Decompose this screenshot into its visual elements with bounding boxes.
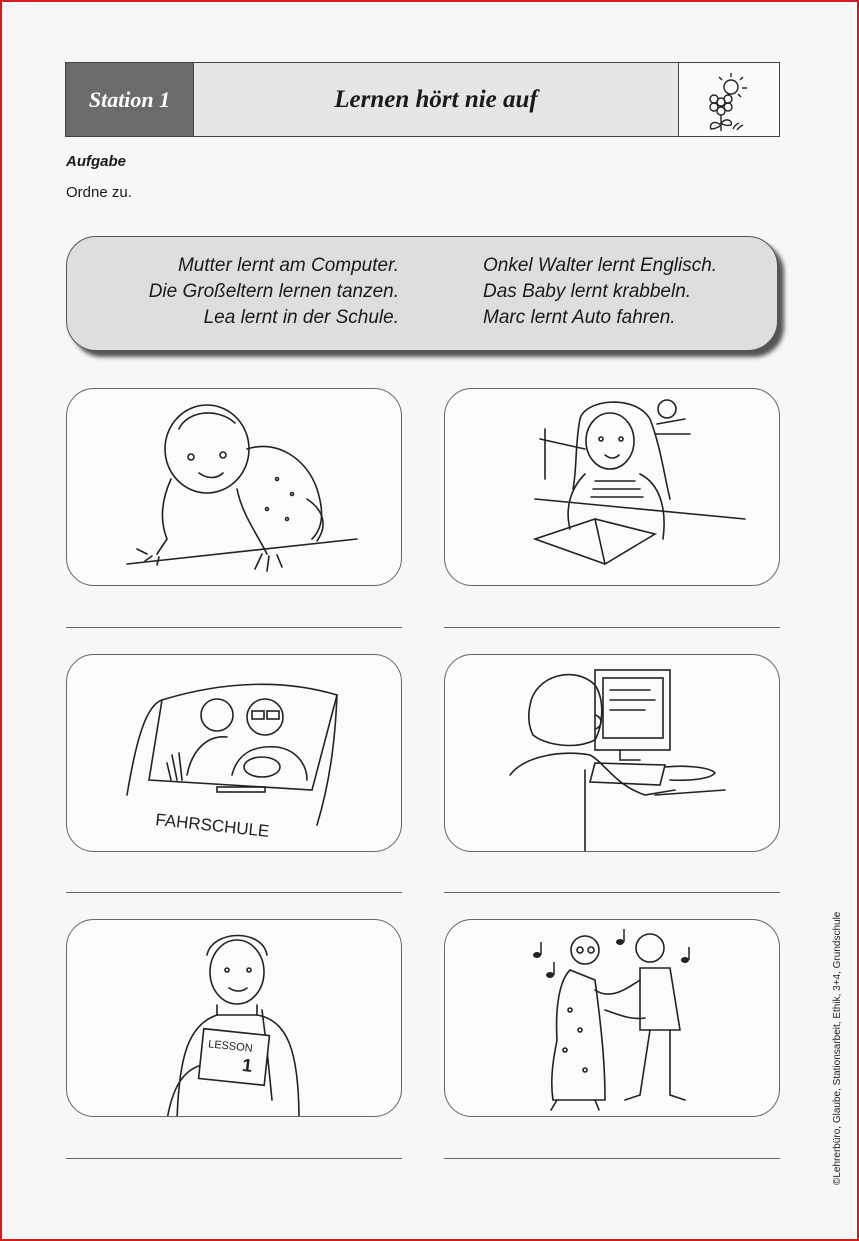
picture-card <box>66 919 402 1117</box>
page-title: Lernen hört nie auf <box>334 85 538 113</box>
answer-line[interactable] <box>444 892 780 893</box>
word-box-sentence: Marc lernt Auto fahren. <box>483 307 676 328</box>
task-heading: Aufgabe <box>66 153 126 170</box>
word-box-sentence: Die Großeltern lernen tanzen. <box>148 281 399 302</box>
picture-card <box>66 388 402 586</box>
copyright-note: ©Lehrerbüro, Glaube, Stationsarbeit, Ethik, 3+4, Grundschule <box>832 911 843 1185</box>
flower-sun-icon <box>678 63 779 136</box>
fahrschule-sign: FAHRSCHULE <box>154 810 271 841</box>
driving-school-car-icon <box>67 655 402 852</box>
answer-line[interactable] <box>66 892 402 893</box>
station-label: Station 1 <box>66 63 194 136</box>
woman-at-computer-icon <box>445 655 780 852</box>
crawling-baby-icon <box>67 389 402 586</box>
answer-line[interactable] <box>66 627 402 628</box>
picture-card <box>444 919 780 1117</box>
picture-card <box>444 388 780 586</box>
word-box-sentence: Lea lernt in der Schule. <box>203 307 399 328</box>
word-box <box>66 236 778 351</box>
lesson-book-number: 1 <box>241 1054 254 1076</box>
dancing-grandparents-icon <box>445 920 780 1117</box>
lesson-book-title: LESSON <box>207 1038 254 1055</box>
picture-card <box>444 654 780 852</box>
answer-line[interactable] <box>444 1158 780 1159</box>
girl-reading-book-icon <box>445 389 780 586</box>
word-box-sentence: Onkel Walter lernt Englisch. <box>483 255 718 276</box>
task-instruction: Ordne zu. <box>66 184 132 201</box>
answer-line[interactable] <box>444 627 780 628</box>
station-header <box>65 62 780 137</box>
word-box-sentence: Mutter lernt am Computer. <box>177 255 399 276</box>
word-box-sentence: Das Baby lernt krabbeln. <box>483 281 692 302</box>
man-with-lesson-book-icon <box>67 920 402 1117</box>
answer-line[interactable] <box>66 1158 402 1159</box>
picture-card <box>66 654 402 852</box>
